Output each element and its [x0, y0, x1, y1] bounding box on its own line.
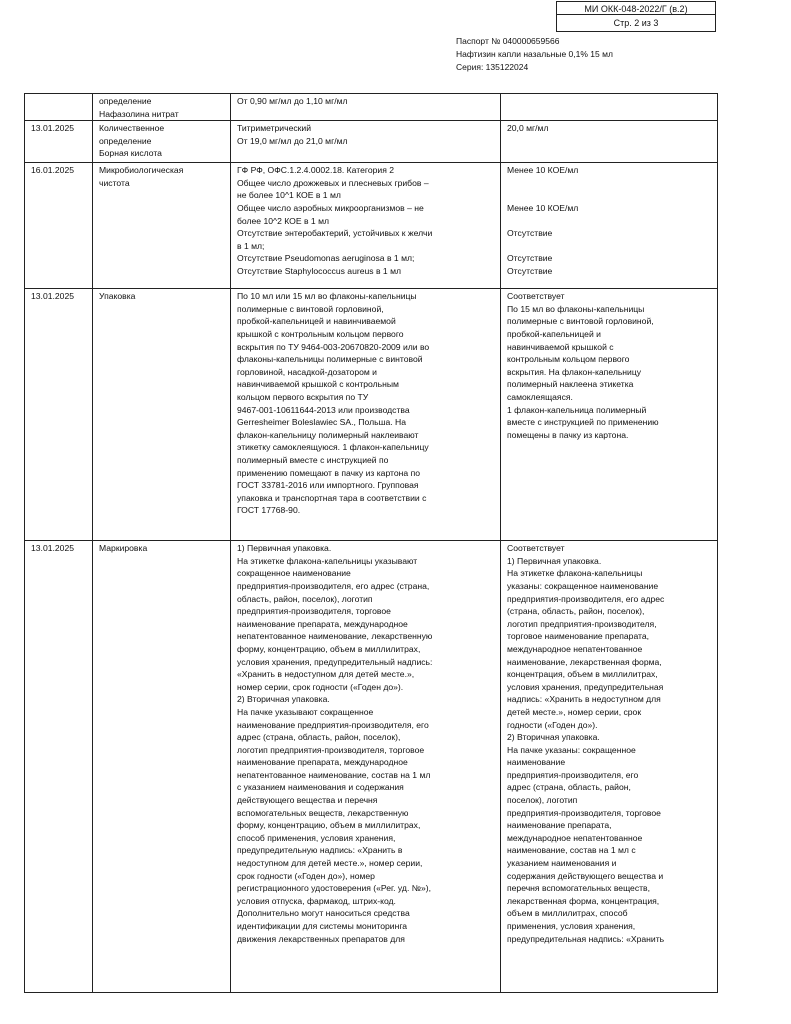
cell-specification-line: На пачке указывают сокращенное	[237, 706, 374, 717]
table-row	[25, 541, 718, 993]
cell-specification-line: Титриметрический	[237, 123, 312, 134]
cell-result-line: На пачке указаны: сокращенное	[507, 744, 636, 755]
cell-specification-line: форму, концентрацию, объем в миллилитрах,	[237, 820, 421, 831]
cell-result-line: Соответствует	[507, 543, 565, 554]
cell-result-line: вскрытия. На флакон-капельницу	[507, 366, 642, 377]
cell-date	[25, 121, 93, 163]
cell-specification-line: этикетку самоклеящуюся. 1 флакон-капельницу	[237, 442, 429, 453]
cell-parameter	[93, 94, 231, 121]
cell-specification-line: недоступном для детей месте.», номер серии,	[237, 858, 423, 869]
cell-result-line: лекарственная форма, концентрация,	[507, 895, 660, 906]
cell-specification-line: применению помещают в пачку из картона по	[237, 467, 421, 478]
cell-specification-line: Отсутствие энтеробактерий, устойчивых к желчи	[237, 228, 433, 239]
cell-specification-line: ГОСТ 17768-90.	[237, 505, 301, 516]
cell-result-line: Отсутствие	[507, 228, 553, 239]
cell-result-line: детей месте.», номер серии, срок	[507, 706, 642, 717]
cell-result-line: предприятия-производителя, его	[507, 769, 639, 780]
cell-result-line: Отсутствие	[507, 265, 553, 276]
cell-result-line: перечня вспомогательных веществ,	[507, 883, 651, 894]
cell-result-line: 1 флакон-капельница полимерный	[507, 404, 647, 415]
cell-result-line: На этикетке флакона-капельницы	[507, 568, 643, 579]
cell-result-line: международное непатентованное	[507, 643, 643, 654]
cell-specification-line: 1) Первичная упаковка.	[237, 543, 332, 554]
cell-date	[25, 289, 93, 541]
cell-specification-line: непатентованное наименование, состав на 1 мл	[237, 769, 431, 780]
cell-date	[25, 163, 93, 289]
cell-specification-line: действующего вещества и перечня	[237, 795, 378, 806]
cell-result-line: По 15 мл во флаконы-капельницы	[507, 303, 645, 314]
cell-specification-line: вскрытия по ТУ 9464-003-20670820-2009 или во	[237, 341, 430, 352]
cell-result-line	[507, 177, 711, 190]
cell-result-line: полимерные с винтовой горловиной,	[507, 316, 654, 327]
cell-result-line: навинчиваемой крышкой с	[507, 341, 614, 352]
cell-specification-line: логотип предприятия-производителя, торговое	[237, 744, 425, 755]
cell-specification-line: область, район, поселок), логотип	[237, 593, 373, 604]
cell-specification-line: сокращенное наименование	[237, 568, 351, 579]
cell-specification-line: наименование препарата, международное	[237, 757, 408, 768]
cell-result-line: предприятия-производителя, торговое	[507, 807, 661, 818]
cell-parameter-line: определение	[99, 96, 152, 106]
cell-result-line: вместе с инструкцией по применению	[507, 417, 659, 428]
cell-result-line	[507, 240, 711, 253]
cell-result-line: наименование	[507, 757, 566, 768]
cell-result	[501, 163, 718, 289]
cell-result-line: полимерный наклеена этикетка	[507, 379, 634, 390]
cell-specification-line: От 19,0 мг/мл до 21,0 мг/мл	[237, 135, 348, 146]
cell-specification-line: навинчиваемой крышкой с контрольным	[237, 379, 399, 390]
cell-result-line: помещены в пачку из картона.	[507, 429, 629, 440]
passport-block	[456, 35, 613, 74]
cell-result-line: Менее 10 КОЕ/мл	[507, 165, 579, 176]
cell-specification-line: с указанием наименования и содержания	[237, 782, 404, 793]
cell-result-line	[507, 189, 711, 202]
cell-result-line: объем в миллилитрах, способ	[507, 908, 628, 919]
cell-specification-line: Общее число аэробных микроорганизмов – не	[237, 202, 424, 213]
cell-parameter-line: Упаковка	[99, 291, 136, 302]
cell-specification-line: не более 10^1 КОЕ в 1 мл	[237, 190, 341, 201]
cell-specification-line: По 10 мл или 15 мл во флаконы-капельницы	[237, 291, 417, 302]
cell-result-line: наименование, лекарственная форма,	[507, 656, 662, 667]
cell-specification-line: полимерные с винтовой горловиной,	[237, 303, 384, 314]
cell-specification	[231, 121, 501, 163]
cell-parameter-line: Маркировка	[99, 543, 148, 554]
cell-specification-line: крышкой с контрольным кольцом первого	[237, 328, 404, 339]
cell-result-line: логотип предприятия-производителя,	[507, 618, 657, 629]
cell-specification	[231, 94, 501, 121]
cell-result-line: предприятия-производителя, его адрес	[507, 593, 665, 604]
cell-result-line	[507, 215, 711, 228]
cell-specification-line: 2) Вторичная упаковка.	[237, 694, 330, 705]
table-row	[25, 94, 718, 121]
cell-result	[501, 94, 718, 121]
cell-specification-line: форму, концентрацию, объем в миллилитрах,	[237, 643, 421, 654]
cell-result-line: пробкой-капельницей и	[507, 328, 601, 339]
cell-specification-line: Отсутствие Staphylococcus aureus в 1 мл	[237, 265, 402, 276]
cell-parameter-line: определение	[99, 135, 152, 146]
cell-specification-line: движения лекарственных препаратов для	[237, 933, 405, 944]
cell-result-line: 20,0 мг/мл	[507, 123, 549, 134]
cell-result	[501, 121, 718, 163]
page-number: Стр. 2 из 3	[556, 15, 716, 32]
cell-date	[25, 94, 93, 121]
cell-specification-line: Отсутствие Pseudomonas aeruginosa в 1 мл;	[237, 253, 415, 264]
cell-parameter-line: Количественное	[99, 123, 165, 134]
quality-table-body	[25, 94, 718, 993]
date-text: 13.01.2025	[31, 543, 75, 554]
cell-result-line: содержания действующего вещества и	[507, 870, 664, 881]
cell-specification-line: номер серии, срок годности («Годен до»).	[237, 681, 404, 692]
cell-result-line: Отсутствие	[507, 253, 553, 264]
cell-specification-line: непатентованное наименование, лекарственную	[237, 631, 433, 642]
cell-specification-line: предприятия-производителя, торговое	[237, 606, 391, 617]
passport-number: Паспорт № 040000659566	[456, 36, 560, 46]
cell-specification-line: ГФ РФ, ОФС.1.2.4.0002.18. Категория 2	[237, 165, 395, 176]
cell-specification-line: «Хранить в недоступном для детей месте.»,	[237, 669, 415, 680]
cell-specification-line: срок годности («Годен до»), номер	[237, 870, 375, 881]
cell-specification-line: адрес (страна, область, район, поселок),	[237, 732, 401, 743]
cell-result-line: 1) Первичная упаковка.	[507, 555, 602, 566]
cell-result-line: самоклеящаяся.	[507, 391, 573, 402]
cell-specification-line: горловиной, насадкой-дозатором и	[237, 366, 377, 377]
cell-specification-line: в 1 мл;	[237, 240, 265, 251]
cell-specification-line: упаковка и транспортная тара в соответствии с	[237, 492, 427, 503]
date-text: 16.01.2025	[31, 165, 75, 176]
cell-result-line: поселок), логотип	[507, 795, 578, 806]
cell-result-line: международное непатентованное	[507, 832, 643, 843]
cell-specification-line: предприятия-производителя, его адрес (страна,	[237, 580, 430, 591]
cell-specification-line: условия отпуска, фармакод, штрих-код.	[237, 895, 396, 906]
cell-specification-line: наименование предприятия-производителя, его	[237, 719, 429, 730]
date-text: 13.01.2025	[31, 123, 75, 134]
cell-result-line: предупредительная надпись: «Хранить	[507, 933, 665, 944]
cell-specification-line: более 10^2 КОЕ в 1 мл	[237, 215, 329, 226]
cell-result-line: Менее 10 КОЕ/мл	[507, 202, 579, 213]
document-code: МИ ОКК-048-2022/Г (в.2)	[556, 1, 716, 15]
cell-specification-line: ГОСТ 33781-2016 или импортного. Групповая	[237, 480, 419, 491]
table-row	[25, 121, 718, 163]
cell-result-line: (страна, область, район, поселок),	[507, 606, 645, 617]
cell-result-line: 2) Вторичная упаковка.	[507, 732, 600, 743]
cell-parameter-line: чистота	[99, 177, 130, 188]
cell-parameter	[93, 163, 231, 289]
cell-result-line: контрольным кольцом первого	[507, 354, 630, 365]
cell-specification-line: Gerresheimer Boleslawiec SA., Польша. На	[237, 417, 407, 428]
table-row	[25, 289, 718, 541]
cell-date	[25, 541, 93, 993]
cell-specification-line: На этикетке флакона-капельницы указывают	[237, 555, 418, 566]
cell-parameter-line: Борная кислота	[99, 148, 162, 159]
cell-result-line: надпись: «Хранить в недоступном для	[507, 694, 661, 705]
cell-result-line: концентрация, объем в миллилитрах,	[507, 669, 658, 680]
cell-specification	[231, 163, 501, 289]
cell-specification-line: регистрационного удостоверения («Рег. уд. №»),	[237, 883, 431, 894]
cell-specification-line: условия хранения, предупредительный надпись:	[237, 656, 433, 667]
cell-result-line: условия хранения, предупредительная	[507, 681, 664, 692]
cell-specification-line: кольцом первого вскрытия по ТУ	[237, 391, 369, 402]
cell-result-line: адрес (страна, область, район,	[507, 782, 631, 793]
cell-result-line: указанием наименования и	[507, 858, 617, 869]
cell-specification-line: полимерный вместе с инструкцией по	[237, 454, 389, 465]
cell-specification-line: флакон-капельницу полимерный наклеивают	[237, 429, 419, 440]
product-name: Нафтизин капли назальные 0,1% 15 мл	[456, 49, 613, 59]
cell-parameter-line: Микробиологическая	[99, 165, 184, 176]
cell-specification	[231, 289, 501, 541]
date-text: 13.01.2025	[31, 291, 75, 302]
cell-specification-line: От 0,90 мг/мл до 1,10 мг/мл	[237, 96, 348, 106]
cell-parameter	[93, 289, 231, 541]
cell-specification-line: флаконы-капельницы полимерные с винтовой	[237, 354, 423, 365]
cell-specification-line: Общее число дрожжевых и плесневых грибов –	[237, 177, 429, 188]
cell-result-line: наименование препарата,	[507, 820, 612, 831]
cell-specification-line: предупредительную надпись: «Хранить в	[237, 845, 403, 856]
cell-specification-line: пробкой-капельницей и навинчиваемой	[237, 316, 396, 327]
cell-specification-line: идентификации для системы мониторинга	[237, 921, 408, 931]
cell-result-line: указаны: сокращенное наименование	[507, 580, 659, 591]
cell-specification	[231, 541, 501, 993]
cell-specification-line: наименование препарата, международное	[237, 618, 408, 629]
cell-result-line: Соответствует	[507, 291, 565, 302]
table-row	[25, 163, 718, 289]
cell-result-line: годности («Годен до»).	[507, 719, 598, 730]
cell-parameter	[93, 541, 231, 993]
cell-specification-line: 9467-001-10611644-2013 или производства	[237, 404, 410, 415]
cell-specification-line: способ применения, условия хранения,	[237, 832, 396, 843]
cell-result-line: наименование, состав на 1 мл с	[507, 845, 636, 856]
cell-result-line: торговое наименование препарата,	[507, 631, 650, 642]
series-number: Серия: 135122024	[456, 62, 529, 72]
cell-result	[501, 541, 718, 993]
cell-specification-line: Дополнительно могут наноситься средства	[237, 908, 410, 919]
quality-table	[24, 93, 718, 993]
cell-parameter-line: Нафазолина нитрат	[99, 108, 179, 119]
cell-parameter	[93, 121, 231, 163]
cell-specification-line: вспомогательных веществ, лекарственную	[237, 807, 409, 818]
cell-result-line: применения, условия хранения,	[507, 921, 636, 931]
cell-result	[501, 289, 718, 541]
